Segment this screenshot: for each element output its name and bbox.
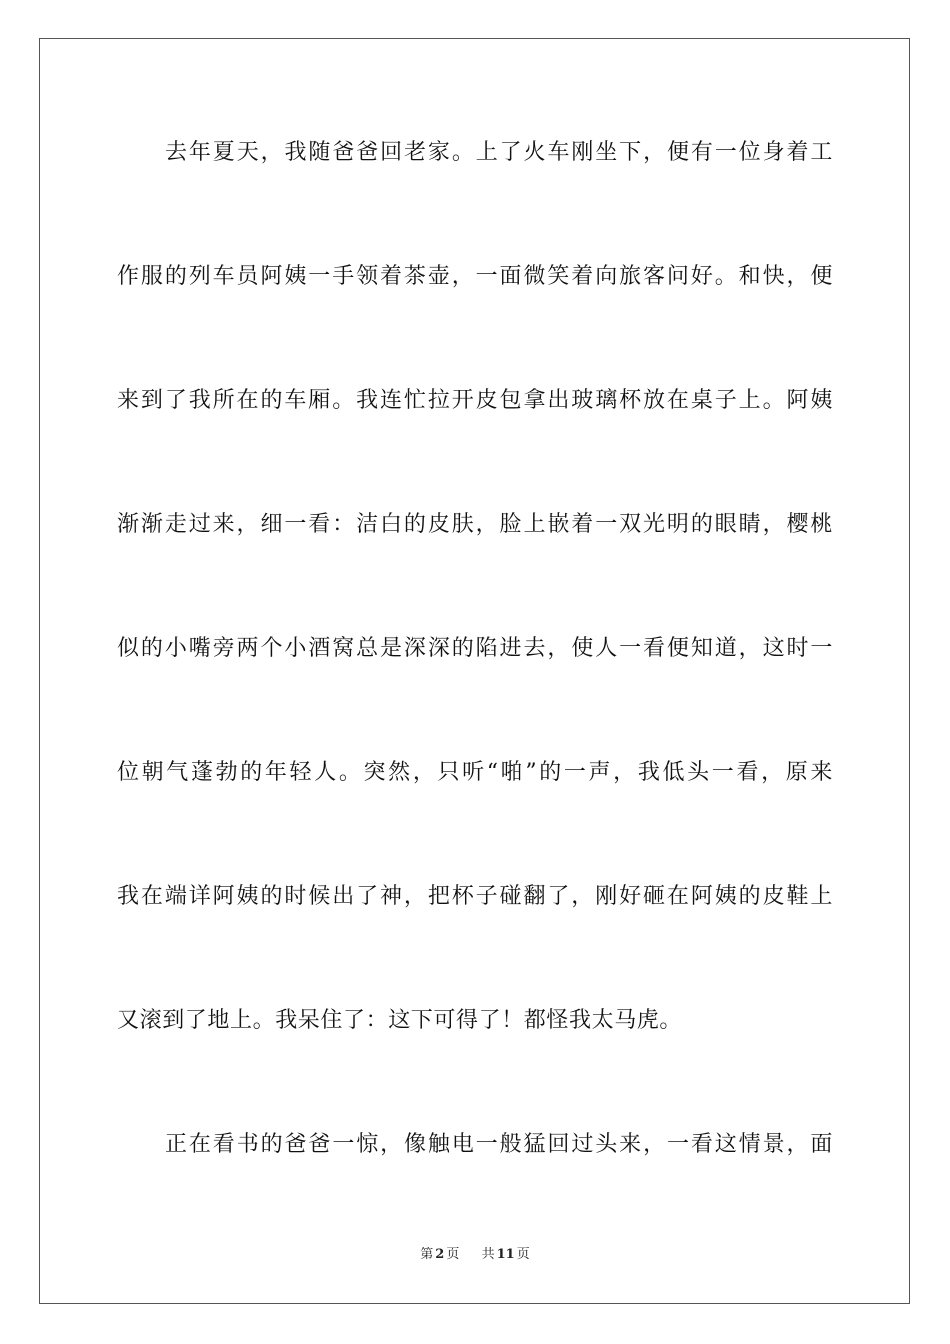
page-frame	[39, 38, 910, 1304]
footer-page-prefix: 第	[420, 1247, 434, 1262]
text-line-2: 作服的列车员阿姨一手领着茶壶，一面微笑着向旅客问好。和快，便	[117, 264, 833, 289]
text-line-7: 我在端详阿姨的时候出了神，把杯子碰翻了，刚好砸在阿姨的皮鞋上	[117, 884, 833, 909]
text-line-5: 似的小嘴旁两个小酒窝总是深深的陷进去，使人一看便知道，这时一	[117, 636, 833, 661]
footer-total-prefix: 共	[481, 1247, 495, 1262]
text-line-8: 又滚到了地上。我呆住了：这下可得了！都怪我太马虎。	[117, 1008, 683, 1033]
footer-total-number: 11	[496, 1247, 515, 1262]
footer-page-suffix: 页	[446, 1247, 460, 1262]
page-footer	[0, 1246, 950, 1264]
text-line-3: 来到了我所在的车厢。我连忙拉开皮包拿出玻璃杯放在桌子上。阿姨	[117, 388, 833, 413]
text-line-4: 渐渐走过来，细一看：洁白的皮肤，脸上嵌着一双光明的眼睛，樱桃	[117, 512, 833, 537]
footer-page-number: 2	[435, 1247, 445, 1262]
text-line-1: 去年夏天，我随爸爸回老家。上了火车刚坐下，便有一位身着工	[165, 140, 833, 165]
text-line-6: 位朝气蓬勃的年轻人。突然，只听“啪”的一声，我低头一看，原来	[117, 760, 833, 785]
footer-total-suffix: 页	[516, 1247, 530, 1262]
text-line-9: 正在看书的爸爸一惊，像触电一般猛回过头来，一看这情景，面	[165, 1132, 833, 1157]
